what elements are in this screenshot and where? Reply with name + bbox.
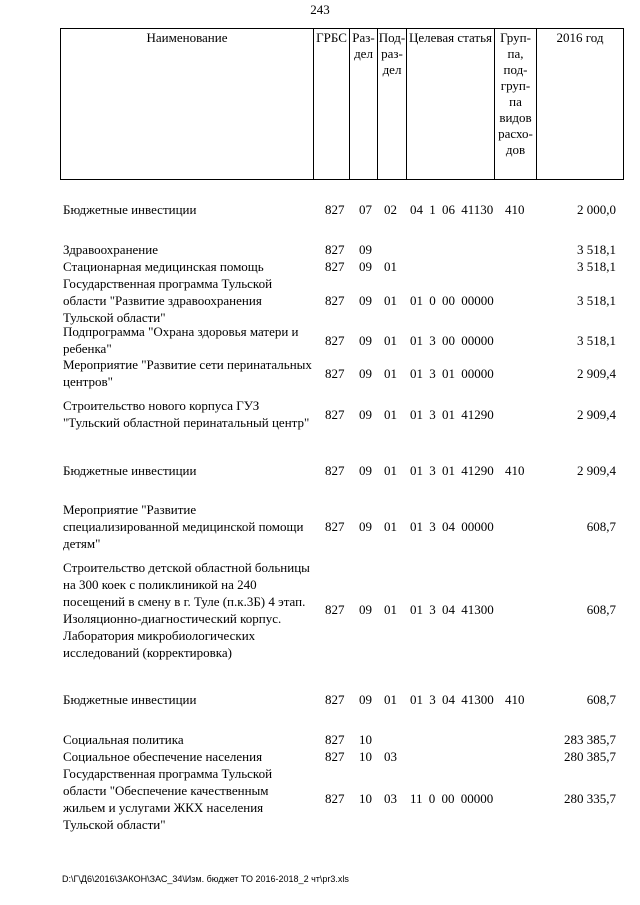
row-razdel: 09 (359, 242, 372, 257)
row-podrazdel: 01 (384, 293, 397, 308)
page-number: 243 (310, 2, 330, 17)
row-grbs: 827 (325, 366, 345, 381)
row-razdel: 09 (359, 602, 372, 617)
row-name: Стационарная медицинская помощь (63, 259, 264, 274)
row-name: Социальная политика (63, 732, 184, 747)
row-cst: 01 3 01 41290 (410, 463, 494, 478)
header-cst: Целевая статья (407, 29, 495, 179)
row-grbs: 827 (325, 333, 345, 348)
row-razdel: 09 (359, 259, 372, 274)
header-razdel: Раз- дел (350, 29, 378, 179)
file-path-footer: D:\Г\Д6\2016\ЗАКОН\ЗАС_34\Изм. бюджет ТО 2016-2018_2 чт\pr3.xls (62, 874, 349, 884)
row-name: Бюджетные инвестиции (63, 692, 197, 707)
row-podrazdel: 01 (384, 463, 397, 478)
row-name: Государственная программа Тульской области "Развитие здравоохранения Тульской области" (63, 276, 273, 325)
row-razdel: 10 (359, 732, 372, 747)
row-podrazdel: 01 (384, 333, 397, 348)
row-grbs: 827 (325, 407, 345, 422)
row-razdel: 10 (359, 749, 372, 764)
row-sum: 2 909,4 (577, 463, 616, 478)
row-sum: 283 385,7 (564, 732, 616, 747)
row-grbs: 827 (325, 692, 345, 707)
row-razdel: 09 (359, 366, 372, 381)
row-razdel: 09 (359, 407, 372, 422)
row-name: Мероприятие "Развитие сети перинатальных центров" (63, 357, 312, 389)
row-grbs: 827 (325, 519, 345, 534)
row-cst: 01 3 00 00000 (410, 333, 494, 348)
header-grbs: ГРБС (314, 29, 350, 179)
row-cst: 01 3 04 41300 (410, 692, 494, 707)
row-razdel: 09 (359, 692, 372, 707)
row-sum: 3 518,1 (577, 242, 616, 257)
row-group: 410 (505, 202, 525, 217)
row-sum: 3 518,1 (577, 333, 616, 348)
row-name: Подпрограмма "Охрана здоровья матери и ребенка" (63, 324, 299, 356)
row-podrazdel: 03 (384, 749, 397, 764)
row-cst: 01 3 01 00000 (410, 366, 494, 381)
row-sum: 280 385,7 (564, 749, 616, 764)
row-cst: 01 3 01 41290 (410, 407, 494, 422)
row-razdel: 09 (359, 463, 372, 478)
row-cst: 01 0 00 00000 (410, 293, 494, 308)
row-razdel: 09 (359, 333, 372, 348)
row-podrazdel: 01 (384, 602, 397, 617)
row-name: Государственная программа Тульской области "Обеспечение качественным жильем и услугами ЖКХ населения Тульской области" (63, 766, 273, 832)
row-grbs: 827 (325, 202, 345, 217)
row-razdel: 07 (359, 202, 372, 217)
row-name: Строительство нового корпуса ГУЗ "Тульский областной перинатальный центр" (63, 398, 310, 430)
row-grbs: 827 (325, 732, 345, 747)
row-name: Бюджетные инвестиции (63, 202, 197, 217)
row-grbs: 827 (325, 293, 345, 308)
row-razdel: 09 (359, 519, 372, 534)
row-name: Бюджетные инвестиции (63, 463, 197, 478)
row-grbs: 827 (325, 749, 345, 764)
row-name: Мероприятие "Развитие специализированной медицинской помощи детям" (63, 502, 304, 551)
row-razdel: 09 (359, 293, 372, 308)
row-grbs: 827 (325, 791, 345, 806)
row-sum: 608,7 (586, 692, 616, 707)
row-podrazdel: 01 (384, 692, 397, 707)
row-podrazdel: 03 (384, 791, 397, 806)
row-grbs: 827 (325, 602, 345, 617)
row-podrazdel: 01 (384, 366, 397, 381)
header-name: Наименование (60, 29, 314, 179)
row-cst: 11 0 00 00000 (410, 791, 494, 806)
header-group: Груп- па, под- груп- па видов расхо- дов (495, 29, 537, 179)
row-name: Здравоохранение (63, 242, 158, 257)
row-podrazdel: 02 (384, 202, 397, 217)
row-sum: 3 518,1 (577, 293, 616, 308)
row-grbs: 827 (325, 242, 345, 257)
row-podrazdel: 01 (384, 519, 397, 534)
row-sum: 608,7 (586, 602, 616, 617)
table-header (60, 28, 624, 180)
row-sum: 2 909,4 (577, 407, 616, 422)
row-razdel: 10 (359, 791, 372, 806)
row-sum: 2 909,4 (577, 366, 616, 381)
row-cst: 04 1 06 41130 (410, 202, 494, 217)
row-cst: 01 3 04 00000 (410, 519, 494, 534)
header-podrazdel: Под- раз- дел (378, 29, 407, 179)
row-grbs: 827 (325, 259, 345, 274)
row-name: Социальное обеспечение населения (63, 749, 263, 764)
row-sum: 280 335,7 (564, 791, 616, 806)
row-grbs: 827 (325, 463, 345, 478)
row-group: 410 (505, 692, 525, 707)
header-year: 2016 год (537, 29, 624, 179)
row-sum: 2 000,0 (577, 202, 616, 217)
row-podrazdel: 01 (384, 259, 397, 274)
row-name: Строительство детской областной больницы на 300 коек с поликлиникой на 240 посещений в смену в г. Туле (п.к.3Б) 4 этап. Изоляционно-диагностический корпус. Лаборатория микробиологических исследований (корректировка) (63, 560, 310, 660)
row-sum: 608,7 (586, 519, 616, 534)
row-sum: 3 518,1 (577, 259, 616, 274)
row-cst: 01 3 04 41300 (410, 602, 494, 617)
row-group: 410 (505, 463, 525, 478)
row-podrazdel: 01 (384, 407, 397, 422)
